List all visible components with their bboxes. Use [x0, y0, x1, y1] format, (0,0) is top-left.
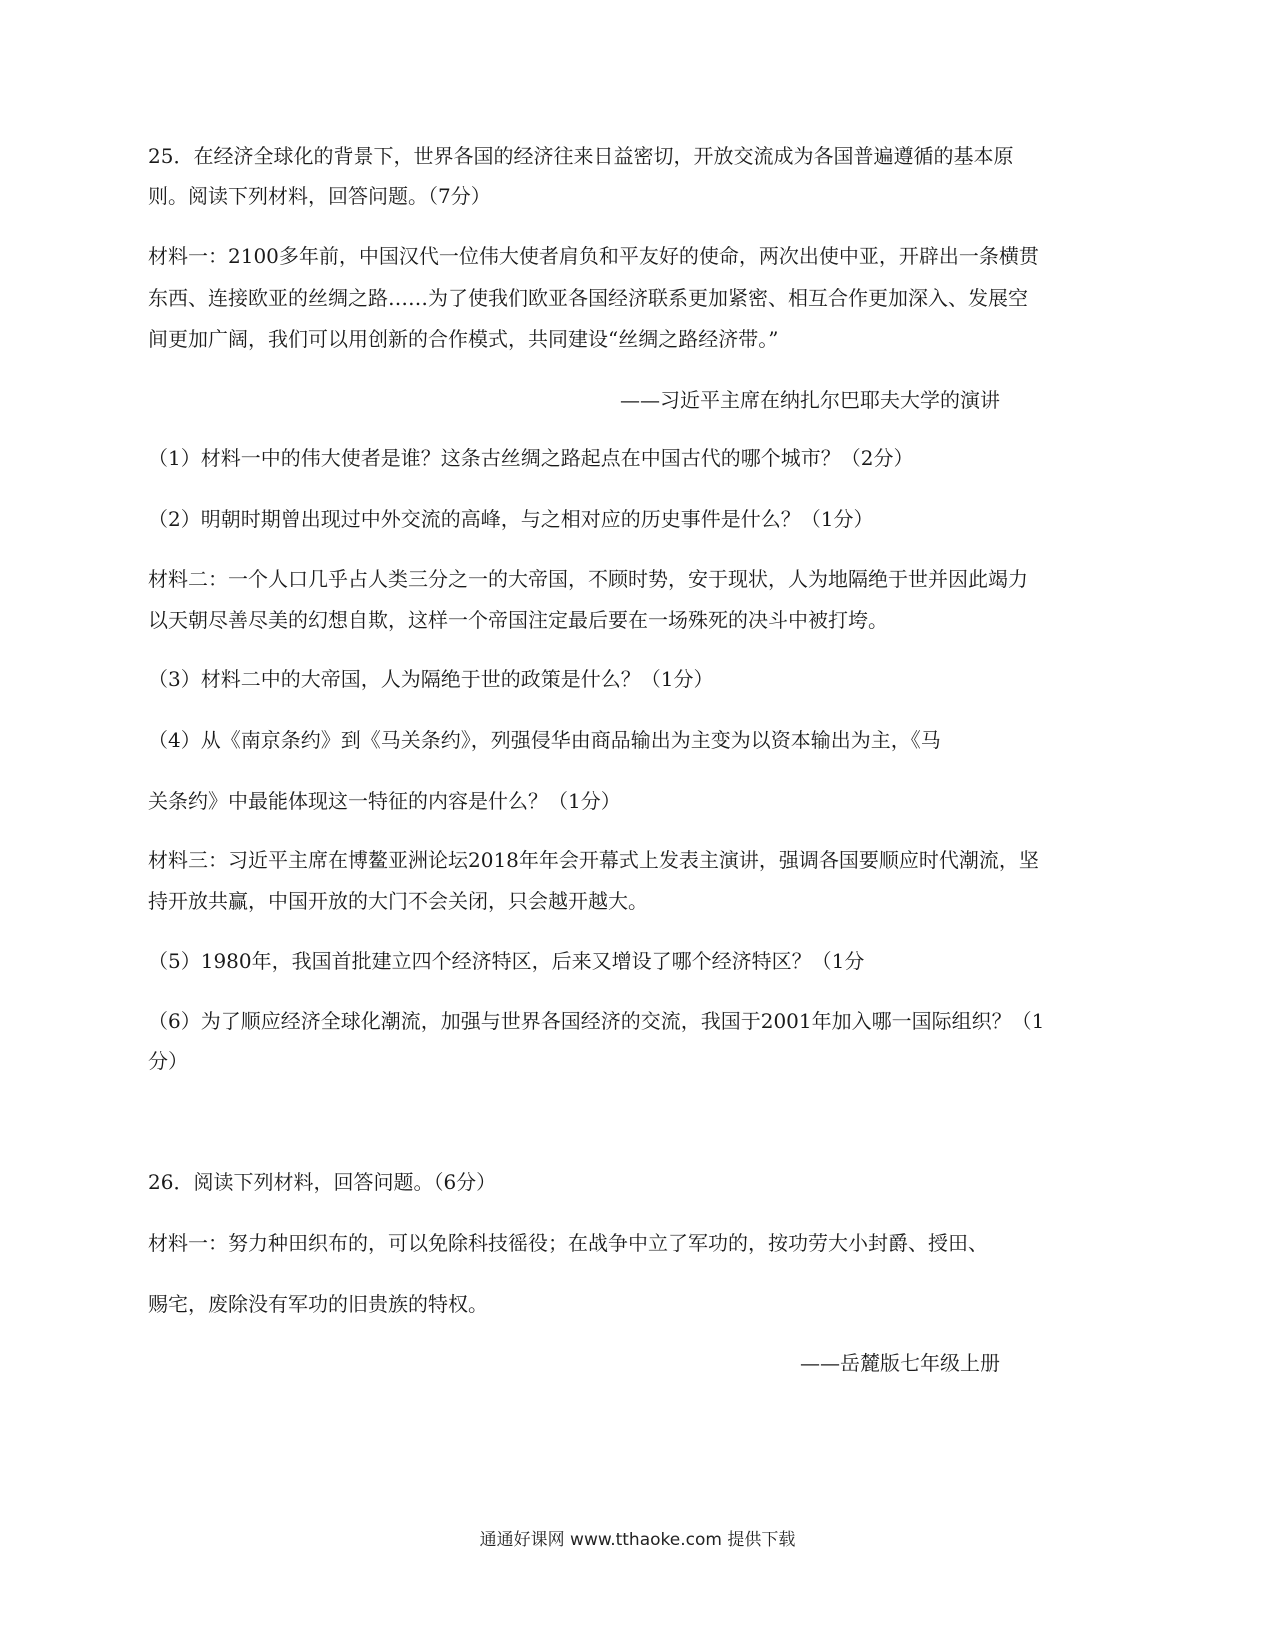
q25-material1-line-3: 间更加广阔，我们可以用创新的合作模式，共同建设“丝绸之路经济带。” [148, 327, 779, 351]
q25-subquestion-1: （1）材料一中的伟大使者是谁？这条古丝绸之路起点在中国古代的哪个城市？（2分） [148, 446, 914, 470]
q25-stem-line-2: 则。阅读下列材料，回答问题。（7分） [148, 184, 491, 208]
q25-material2-line-2: 以天朝尽善尽美的幻想自欺，这样一个帝国注定最后要在一场殊死的决斗中被打垮。 [148, 608, 888, 632]
q25-subquestion-4-line-1: （4）从《南京条约》到《马关条约》，列强侵华由商品输出为主变为以资本输出为主，《马 [148, 728, 941, 752]
q26-material1-source: ——岳麓版七年级上册 [800, 1351, 1000, 1375]
q25-subquestion-6-line-1: （6）为了顺应经济全球化潮流，加强与世界各国经济的交流，我国于2001年加入哪一国际组织？（1 [148, 1009, 1045, 1033]
page-footer: 通通好课网 www.tthaoke.com 提供下载 [479, 1530, 796, 1550]
q25-material1-line-1: 材料一：2100多年前，中国汉代一位伟大使者肩负和平友好的使命，两次出使中亚，开辟出一条横贯 [148, 244, 1039, 268]
q25-material1-source: ——习近平主席在纳扎尔巴耶夫大学的演讲 [620, 388, 1000, 412]
q25-material3-line-1: 材料三：习近平主席在博鳌亚洲论坛2018年年会开幕式上发表主演讲，强调各国要顺应时代潮流，坚 [148, 848, 1039, 872]
q25-material3-line-2: 持开放共赢，中国开放的大门不会关闭，只会越开越大。 [148, 889, 648, 913]
q25-subquestion-3: （3）材料二中的大帝国，人为隔绝于世的政策是什么？（1分） [148, 667, 714, 691]
q25-stem-line-1: 25．在经济全球化的背景下，世界各国的经济往来日益密切，开放交流成为各国普遍遵循的基本原 [148, 144, 1014, 168]
q25-subquestion-6-line-2: 分） [148, 1049, 188, 1073]
q25-subquestion-4-line-2: 关条约》中最能体现这一特征的内容是什么？（1分） [148, 789, 621, 813]
q26-stem: 26．阅读下列材料，回答问题。（6分） [148, 1170, 497, 1194]
q26-material1-line-2: 赐宅，废除没有军功的旧贵族的特权。 [148, 1292, 488, 1316]
q26-material1-line-1: 材料一：努力种田织布的，可以免除科技徭役；在战争中立了军功的，按功劳大小封爵、授田、 [148, 1231, 988, 1255]
q25-subquestion-5: （5）1980年，我国首批建立四个经济特区，后来又增设了哪个经济特区？（1分 [148, 949, 865, 973]
q25-material1-line-2: 东西、连接欧亚的丝绸之路……为了使我们欧亚各国经济联系更加紧密、相互合作更加深入、发展空 [148, 286, 1028, 310]
q25-material2-line-1: 材料二：一个人口几乎占人类三分之一的大帝国，不顾时势，安于现状，人为地隔绝于世并因此竭力 [148, 567, 1028, 591]
q25-subquestion-2: （2）明朝时期曾出现过中外交流的高峰，与之相对应的历史事件是什么？（1分） [148, 507, 874, 531]
